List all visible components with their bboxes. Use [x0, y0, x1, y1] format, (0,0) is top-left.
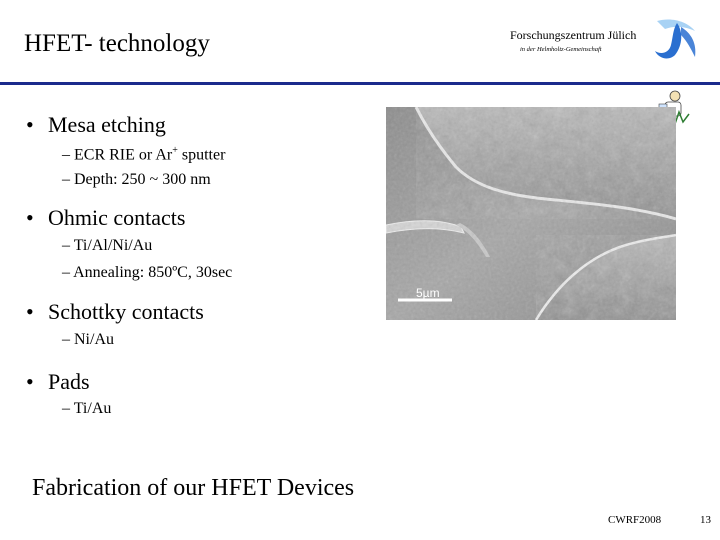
organization-subtitle: in der Helmholtz-Gemeinschaft	[520, 46, 602, 53]
organization-name: Forschungszentrum Jülich	[510, 28, 637, 42]
sub-bullet: – Annealing: 850ºC, 30sec	[62, 264, 233, 281]
sub-bullet: – Ni/Au	[62, 331, 114, 348]
bullet-label: Ohmic contacts	[48, 205, 186, 230]
scale-bar-label: 5µm	[416, 286, 440, 300]
bullet-label: Mesa etching	[48, 112, 166, 137]
bullet-label: Schottky contacts	[48, 299, 204, 324]
conference-label: CWRF2008	[608, 514, 662, 526]
slide-caption: Fabrication of our HFET Devices	[32, 475, 355, 501]
bullet-mesa-etching: • Mesa etching	[26, 112, 166, 137]
bullet-pads: • Pads	[26, 369, 90, 394]
bullet-label: Pads	[48, 369, 90, 394]
page-number: 13	[700, 514, 711, 526]
sub-bullet: – Ti/Au	[62, 400, 112, 417]
sub-bullet: – ECR RIE or Ar+ sputter	[62, 145, 226, 164]
bullet-ohmic-contacts: • Ohmic contacts	[26, 205, 186, 230]
slide-title: HFET- technology	[24, 30, 210, 57]
sub-bullet: – Depth: 250 ~ 300 nm	[62, 171, 211, 188]
bullet-schottky-contacts: • Schottky contacts	[26, 299, 204, 324]
sub-bullet: – Ti/Al/Ni/Au	[62, 237, 153, 254]
fz-juelich-logo	[647, 13, 703, 69]
header-divider	[0, 82, 720, 85]
sem-micrograph-image	[386, 107, 676, 320]
